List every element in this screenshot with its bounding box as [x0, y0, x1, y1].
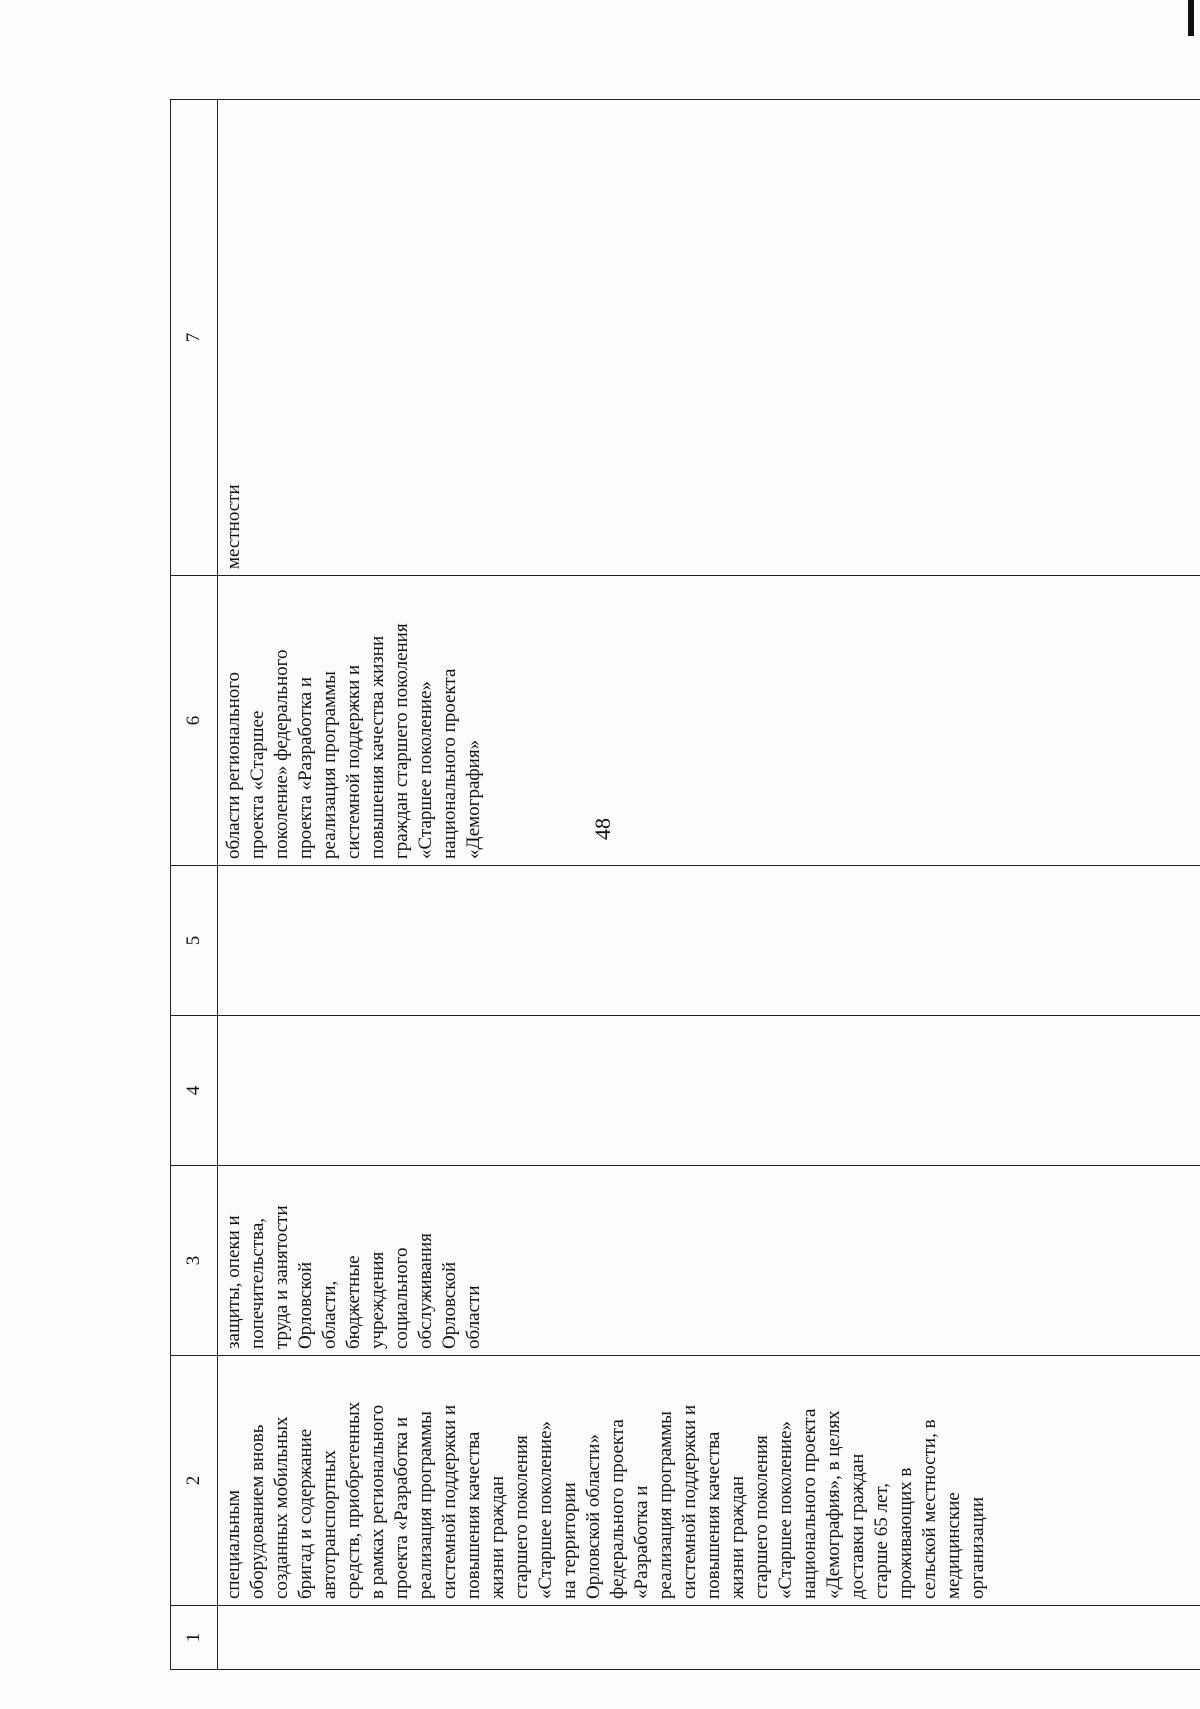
column-header-2: 2	[171, 1356, 218, 1606]
cell-col6	[218, 576, 1200, 866]
column-header-3: 3	[171, 1166, 218, 1356]
cell-col5	[218, 866, 1200, 1016]
cell-col3	[218, 1166, 1200, 1356]
table-row	[218, 100, 1200, 1670]
column-header-4: 4	[171, 1016, 218, 1166]
column-header-6: 6	[171, 576, 218, 866]
cell-text: области регионального проекта «Старшее поколение» федерального проекта «Разработка и реализация программы системной поддержки и повышения качества жизни граждан старшего поколения «Старшее поколение» национального проекта «Демография»	[223, 623, 484, 859]
rotated-table-container	[170, 100, 1200, 1670]
cell-col7	[218, 100, 1200, 576]
header-row	[171, 100, 218, 1670]
column-header-7: 7	[171, 100, 218, 576]
cell-text: местности	[223, 484, 244, 569]
cell-col2	[218, 1356, 1200, 1606]
column-header-1: 1	[171, 1606, 218, 1670]
data-table	[170, 99, 1200, 1670]
cell-text: специальным оборудованием вновь созданных мобильных бригад и содержание автотранспортных средств, приобретенных в рамках регионального проекта «Разработка и реализация программы системной поддержки и повышения качества жизни граждан старшего поколения «Старшее поколение» на территории Орловской области» федерального проекта «Разработка и реализация программы системной поддержки и повышения качества жизни граждан старшего поколения «Старшее поколение» национального проекта «Демография», в целях доставки граждан старше 65 лет, проживающих в сельской местности, в медицинские организации	[223, 1401, 988, 1599]
column-header-5: 5	[171, 866, 218, 1016]
cell-col1	[218, 1606, 1200, 1670]
cell-text: защиты, опеки и попечительства, труда и занятости Орловской области, бюджетные учреждения социального обслуживания Орловской области	[223, 1205, 484, 1349]
page-number: 48	[590, 818, 615, 840]
scan-edge-mark	[1188, 0, 1194, 36]
cell-col4	[218, 1016, 1200, 1166]
